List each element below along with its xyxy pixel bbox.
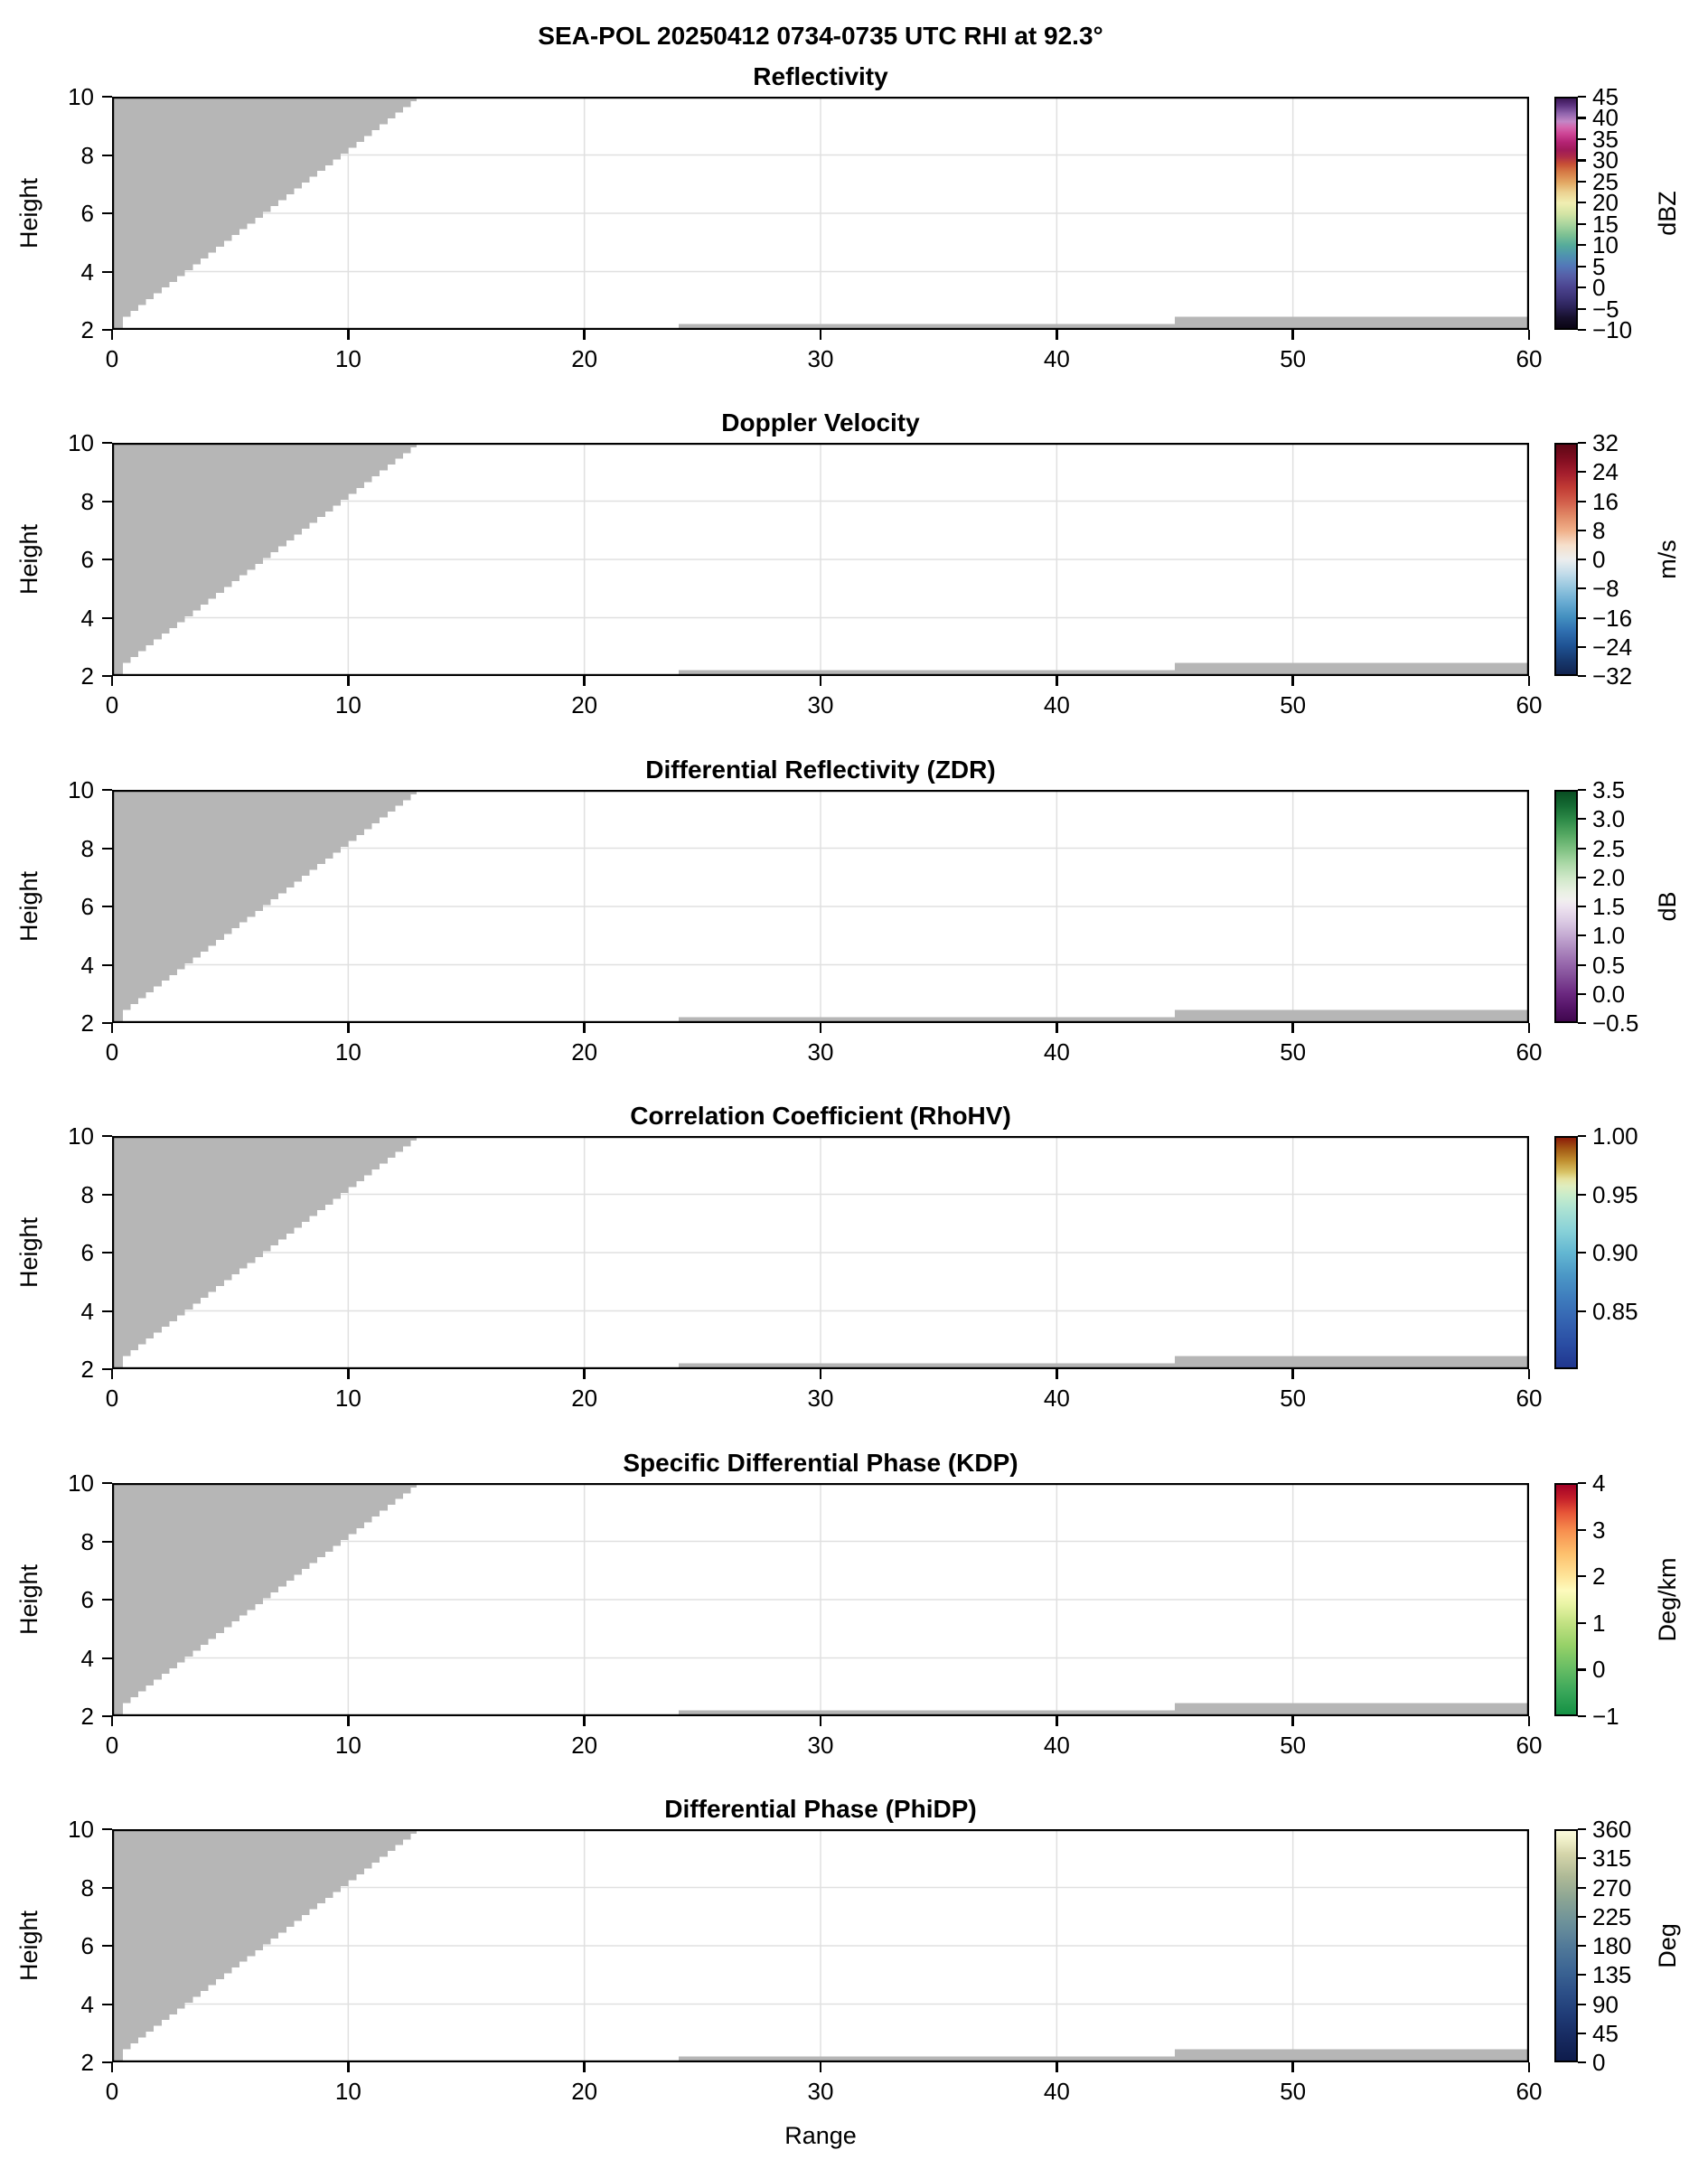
x-tick-label: 50 [1280,2078,1307,2105]
colorbar-tick-label: 0 [1592,274,1606,302]
y-tick-label: 8 [80,1527,94,1555]
x-tick [820,2062,821,2072]
colorbar-tick-label: 0.0 [1592,980,1626,1008]
colorbar-tick [1578,848,1586,850]
colorbar-tick [1578,617,1586,619]
colorbar-tick [1578,117,1586,118]
x-tick-label: 60 [1516,345,1543,372]
x-tick [820,330,821,340]
y-tick-label: 4 [80,258,94,286]
colorbar-tick-label: 0.95 [1592,1180,1638,1208]
figure-suptitle: SEA-POL 20250412 0734-0735 UTC RHI at 92.3° [538,22,1103,50]
y-tick [102,271,112,273]
y-axis-label-reflectivity: Height [15,177,42,249]
x-tick-label: 60 [1516,691,1543,718]
y-tick [102,789,112,791]
colorbar-tick [1578,1482,1586,1484]
colorbar-tick-label: 3.5 [1592,776,1626,803]
colorbar-tick-label: 32 [1592,429,1619,456]
colorbar-kdp [1554,1483,1578,1716]
colorbar-tick-label: 225 [1592,1902,1632,1930]
x-tick [111,1369,113,1379]
colorbar-tick-label: 16 [1592,487,1619,515]
x-tick-label: 30 [807,691,834,718]
colorbar-tick-label: 8 [1592,516,1606,544]
colorbar-tick-label: 45 [1592,83,1619,110]
x-tick-label: 20 [571,1038,598,1066]
colorbar-tick-label: 10 [1592,231,1619,259]
y-tick-label: 10 [68,1816,94,1843]
y-tick-label: 6 [80,1586,94,1613]
x-tick-label: 60 [1516,2078,1543,2105]
colorbar-tick [1578,1857,1586,1859]
x-tick [347,330,349,340]
colorbar-tick [1578,2004,1586,2005]
x-tick-label: 10 [334,1385,361,1412]
x-tick-label: 40 [1043,2078,1070,2105]
colorbar-tick [1578,159,1586,161]
x-tick [583,676,585,686]
x-tick-label: 10 [334,2078,361,2105]
colorbar-tick-label: 0 [1592,1656,1606,1684]
x-tick-label: 20 [571,1732,598,1759]
colorbar-tick-label: 3 [1592,1516,1606,1544]
colorbar-tick [1578,244,1586,246]
y-tick [102,1135,112,1137]
colorbar-tick-label: 4 [1592,1469,1606,1497]
y-tick [102,1599,112,1601]
x-tick [1528,330,1530,340]
x-tick-label: 10 [334,691,361,718]
plot-area-rhohv [112,1136,1529,1369]
y-tick-label: 8 [80,141,94,169]
colorbar-tick [1578,308,1586,310]
colorbar-unit-doppler-velocity: m/s [1654,540,1681,579]
x-tick-label: 30 [807,345,834,372]
panel-title-zdr: Differential Reflectivity (ZDR) [645,756,996,784]
y-tick [102,964,112,966]
colorbar-tick [1578,530,1586,531]
colorbar-tick [1578,818,1586,820]
y-axis-label-kdp: Height [15,1563,42,1636]
colorbar-tick-label: −0.5 [1592,1009,1639,1037]
colorbar-unit-zdr: dB [1654,891,1681,922]
colorbar-tick-label: 180 [1592,1932,1632,1959]
y-tick [102,1252,112,1254]
y-axis-label-zdr: Height [15,870,42,943]
colorbar-tick [1578,138,1586,140]
x-tick [1056,1023,1057,1033]
x-tick [583,1716,585,1726]
x-tick-label: 20 [571,345,598,372]
colorbar-tick-label: 3.0 [1592,805,1626,833]
y-tick-label: 6 [80,1932,94,1959]
y-tick-label: 8 [80,1180,94,1208]
x-tick-label: 50 [1280,1038,1307,1066]
y-tick [102,1194,112,1196]
colorbar-tick-label: 2.5 [1592,834,1626,862]
x-tick [1056,2062,1057,2072]
x-tick [1291,1369,1293,1379]
colorbar-tick [1578,1622,1586,1624]
colorbar-tick-label: −10 [1592,316,1633,343]
x-tick [111,330,113,340]
colorbar-tick [1578,1887,1586,1889]
colorbar-tick [1578,1252,1586,1254]
y-tick-label: 6 [80,546,94,573]
colorbar-tick [1578,646,1586,648]
colorbar-tick-label: −8 [1592,575,1619,603]
x-tick-label: 30 [807,2078,834,2105]
y-tick [102,906,112,907]
y-tick-label: 6 [80,1239,94,1266]
colorbar-tick [1578,181,1586,183]
colorbar-tick [1578,1022,1586,1024]
colorbar-tick [1578,789,1586,791]
x-tick-label: 0 [105,1732,119,1759]
colorbar-tick [1578,1135,1586,1137]
x-tick-label: 30 [807,1038,834,1066]
colorbar-tick-label: 45 [1592,2019,1619,2047]
plot-area-kdp [112,1483,1529,1716]
colorbar-tick [1578,266,1586,268]
x-tick-label: 40 [1043,691,1070,718]
colorbar-tick-label: −16 [1592,604,1633,632]
colorbar-tick [1578,559,1586,560]
y-tick-label: 2 [80,316,94,343]
x-axis-label: Range [784,2122,857,2149]
y-tick-label: 10 [68,429,94,456]
x-tick [1056,330,1057,340]
colorbar-tick-label: 360 [1592,1816,1632,1843]
colorbar-tick [1578,1945,1586,1947]
y-axis-label-phidp: Height [15,1910,42,1982]
plot-area-reflectivity [112,97,1529,330]
colorbar-tick-label: 35 [1592,125,1619,153]
colorbar-tick-label: 0.85 [1592,1297,1638,1325]
x-tick-label: 10 [334,1732,361,1759]
x-tick [111,2062,113,2072]
y-tick [102,1541,112,1543]
x-tick [347,1023,349,1033]
colorbar-tick [1578,1529,1586,1531]
colorbar-tick-label: 15 [1592,210,1619,238]
x-tick-label: 40 [1043,1038,1070,1066]
colorbar-tick [1578,1575,1586,1577]
colorbar-tick [1578,934,1586,936]
y-tick-label: 2 [80,1356,94,1383]
x-tick-label: 30 [807,1732,834,1759]
colorbar-tick [1578,2033,1586,2034]
x-tick [1291,1023,1293,1033]
x-tick [820,1716,821,1726]
x-tick [111,1023,113,1033]
colorbar-tick [1578,1310,1586,1312]
colorbar-zdr [1554,790,1578,1023]
y-tick-label: 2 [80,2049,94,2076]
y-tick [102,559,112,560]
colorbar-tick-label: 40 [1592,104,1619,132]
x-tick-label: 0 [105,691,119,718]
y-tick-label: 8 [80,834,94,862]
y-tick-label: 2 [80,1703,94,1730]
x-tick [583,2062,585,2072]
colorbar-phidp [1554,1829,1578,2062]
colorbar-tick-label: 2 [1592,1563,1606,1591]
colorbar-tick [1578,223,1586,225]
colorbar-tick [1578,1916,1586,1918]
y-tick [102,96,112,98]
x-tick [1291,1716,1293,1726]
colorbar-tick-label: 30 [1592,146,1619,174]
colorbar-tick [1578,202,1586,203]
plot-area-zdr [112,790,1529,1023]
y-tick [102,501,112,502]
x-tick-label: 50 [1280,691,1307,718]
x-tick [1291,2062,1293,2072]
x-tick-label: 50 [1280,1385,1307,1412]
colorbar-tick-label: −1 [1592,1703,1619,1730]
colorbar-tick [1578,993,1586,995]
y-tick [102,1945,112,1947]
colorbar-tick [1578,2061,1586,2063]
y-tick [102,212,112,214]
x-tick [1056,1716,1057,1726]
colorbar-tick [1578,1828,1586,1830]
x-tick [820,676,821,686]
colorbar-unit-kdp: Deg/km [1654,1557,1681,1642]
x-tick [1528,1716,1530,1726]
panel-title-reflectivity: Reflectivity [753,62,888,90]
colorbar-tick [1578,471,1586,473]
colorbar-rhohv [1554,1136,1578,1369]
x-tick [111,1716,113,1726]
x-tick-label: 0 [105,1385,119,1412]
plot-area-phidp [112,1829,1529,2062]
colorbar-tick [1578,96,1586,98]
x-tick [1056,676,1057,686]
colorbar-tick [1578,587,1586,589]
y-tick-label: 4 [80,604,94,632]
colorbar-tick-label: 20 [1592,189,1619,217]
colorbar-tick [1578,286,1586,288]
colorbar-tick [1578,964,1586,966]
y-tick [102,617,112,619]
colorbar-tick-label: 135 [1592,1961,1632,1989]
colorbar-tick-label: 315 [1592,1845,1632,1873]
x-tick-label: 0 [105,1038,119,1066]
x-tick [347,2062,349,2072]
colorbar-tick [1578,442,1586,444]
x-tick [583,1023,585,1033]
x-tick [1291,330,1293,340]
panel-title-doppler-velocity: Doppler Velocity [721,408,920,437]
colorbar-tick-label: 1.00 [1592,1122,1638,1150]
x-tick [347,676,349,686]
colorbar-tick-label: 25 [1592,167,1619,195]
x-tick [347,1716,349,1726]
x-tick [111,676,113,686]
colorbar-tick [1578,1668,1586,1670]
x-tick-label: 20 [571,2078,598,2105]
colorbar-tick [1578,329,1586,331]
colorbar-tick-label: −5 [1592,295,1619,323]
y-tick [102,1657,112,1659]
panel-title-kdp: Specific Differential Phase (KDP) [623,1449,1018,1477]
colorbar-tick [1578,1715,1586,1717]
colorbar-tick-label: −24 [1592,633,1633,661]
colorbar-tick-label: 0.5 [1592,951,1626,979]
colorbar-tick [1578,675,1586,677]
x-tick [583,1369,585,1379]
y-tick [102,1310,112,1312]
x-tick-label: 0 [105,345,119,372]
y-tick-label: 2 [80,1009,94,1037]
colorbar-tick-label: 5 [1592,252,1606,280]
colorbar-tick-label: 0 [1592,2049,1606,2076]
colorbar-tick [1578,906,1586,907]
x-tick-label: 10 [334,345,361,372]
x-tick-label: 20 [571,1385,598,1412]
x-tick [583,330,585,340]
y-tick-label: 6 [80,893,94,920]
y-tick-label: 10 [68,1122,94,1150]
x-tick [820,1023,821,1033]
y-tick [102,442,112,444]
x-tick-label: 40 [1043,1732,1070,1759]
colorbar-tick-label: 0.90 [1592,1239,1638,1266]
y-tick [102,1482,112,1484]
colorbar-tick-label: 1.5 [1592,893,1626,920]
colorbar-tick-label: 1.0 [1592,922,1626,950]
colorbar-unit-reflectivity: dBZ [1654,191,1681,236]
colorbar-tick [1578,501,1586,502]
x-tick [1528,2062,1530,2072]
x-tick [1528,1023,1530,1033]
colorbar-tick [1578,1194,1586,1196]
x-tick [820,1369,821,1379]
colorbar-unit-phidp: Deg [1654,1923,1681,1968]
y-tick [102,1887,112,1889]
plot-area-doppler-velocity [112,443,1529,676]
x-tick-label: 20 [571,691,598,718]
panel-title-phidp: Differential Phase (PhiDP) [664,1795,977,1823]
x-tick-label: 60 [1516,1038,1543,1066]
y-tick-label: 10 [68,776,94,803]
x-tick [1291,676,1293,686]
x-tick [1528,1369,1530,1379]
y-axis-label-rhohv: Height [15,1216,42,1289]
x-tick-label: 0 [105,2078,119,2105]
x-tick [347,1369,349,1379]
y-tick-label: 4 [80,951,94,979]
x-tick-label: 60 [1516,1385,1543,1412]
y-tick-label: 2 [80,662,94,690]
x-tick-label: 10 [334,1038,361,1066]
y-tick-label: 4 [80,1297,94,1325]
y-tick [102,1828,112,1830]
x-tick [1056,1369,1057,1379]
y-tick-label: 10 [68,1469,94,1497]
x-tick-label: 50 [1280,345,1307,372]
x-tick [1528,676,1530,686]
colorbar-tick-label: 24 [1592,458,1619,486]
colorbar-tick-label: 0 [1592,546,1606,573]
x-tick-label: 40 [1043,1385,1070,1412]
y-tick-label: 6 [80,200,94,227]
y-tick-label: 10 [68,83,94,110]
x-tick-label: 60 [1516,1732,1543,1759]
y-tick-label: 4 [80,1990,94,2018]
x-tick-label: 50 [1280,1732,1307,1759]
colorbar-reflectivity [1554,97,1578,330]
colorbar-doppler-velocity [1554,443,1578,676]
colorbar-tick-label: 2.0 [1592,863,1626,891]
colorbar-tick-label: −32 [1592,662,1633,690]
y-tick [102,155,112,156]
x-tick-label: 30 [807,1385,834,1412]
colorbar-tick-label: 270 [1592,1873,1632,1901]
colorbar-tick [1578,877,1586,878]
y-axis-label-doppler-velocity: Height [15,523,42,596]
y-tick-label: 4 [80,1644,94,1672]
colorbar-tick-label: 1 [1592,1609,1606,1637]
colorbar-tick-label: 90 [1592,1990,1619,2018]
y-tick [102,848,112,850]
panel-title-rhohv: Correlation Coefficient (RhoHV) [630,1102,1011,1130]
y-tick-label: 8 [80,487,94,515]
x-tick-label: 40 [1043,345,1070,372]
y-tick-label: 8 [80,1873,94,1901]
colorbar-tick [1578,1974,1586,1976]
y-tick [102,2004,112,2005]
